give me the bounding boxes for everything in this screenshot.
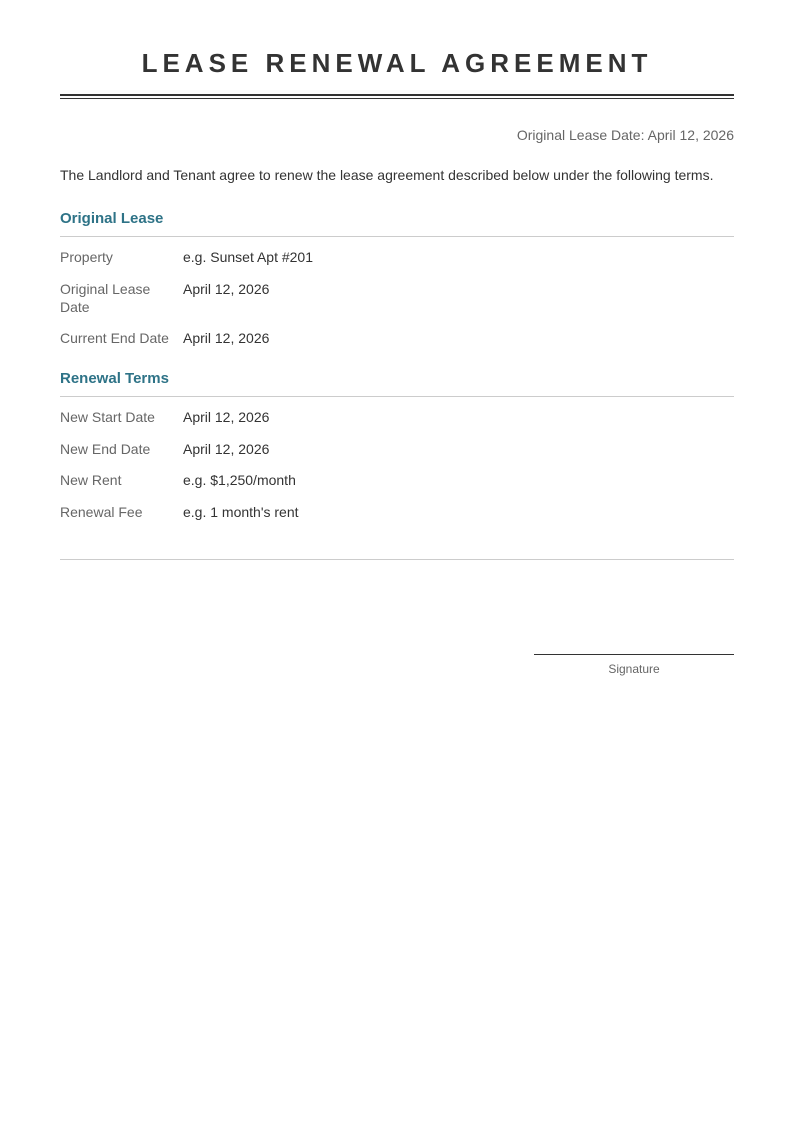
intro-paragraph: The Landlord and Tenant agree to renew the lease agreement described below under the following terms. bbox=[60, 167, 714, 183]
field-label: Property bbox=[60, 249, 113, 265]
signature-label: Signature bbox=[608, 662, 660, 676]
original-lease-fields bbox=[60, 248, 734, 347]
field-label: New Rent bbox=[60, 472, 122, 488]
field-row-property bbox=[60, 248, 734, 266]
signature-block bbox=[534, 654, 734, 677]
field-value: April 12, 2026 bbox=[183, 330, 270, 346]
signature-line bbox=[534, 654, 734, 655]
title-divider bbox=[60, 94, 734, 99]
field-label: Renewal Fee bbox=[60, 503, 143, 520]
field-label: Original Lease Date bbox=[60, 280, 151, 315]
field-row-new-rent bbox=[60, 471, 734, 489]
bottom-divider bbox=[60, 559, 734, 560]
field-value: April 12, 2026 bbox=[183, 409, 270, 425]
field-row-original-lease-date bbox=[60, 280, 734, 316]
field-value: April 12, 2026 bbox=[183, 280, 270, 297]
field-label: New Start Date bbox=[60, 409, 155, 425]
field-value: e.g. 1 month's rent bbox=[183, 503, 299, 520]
field-row-new-end-date bbox=[60, 440, 734, 458]
renewal-terms-fields bbox=[60, 408, 734, 521]
document-title: LEASE RENEWAL AGREEMENT bbox=[141, 48, 653, 78]
section-heading-original-lease: Original Lease bbox=[60, 209, 734, 237]
field-row-current-end-date bbox=[60, 329, 734, 347]
field-label: New End Date bbox=[60, 440, 151, 457]
field-row-new-start-date bbox=[60, 408, 734, 426]
field-row-renewal-fee bbox=[60, 503, 734, 521]
original-lease-date-line: Original Lease Date: April 12, 2026 bbox=[516, 127, 734, 143]
field-value: e.g. $1,250/month bbox=[183, 472, 296, 488]
field-label: Current End Date bbox=[60, 330, 169, 346]
field-value: e.g. Sunset Apt #201 bbox=[183, 249, 313, 265]
document-page bbox=[60, 0, 734, 676]
field-value: April 12, 2026 bbox=[183, 440, 270, 457]
section-heading-renewal-terms: Renewal Terms bbox=[60, 369, 734, 397]
